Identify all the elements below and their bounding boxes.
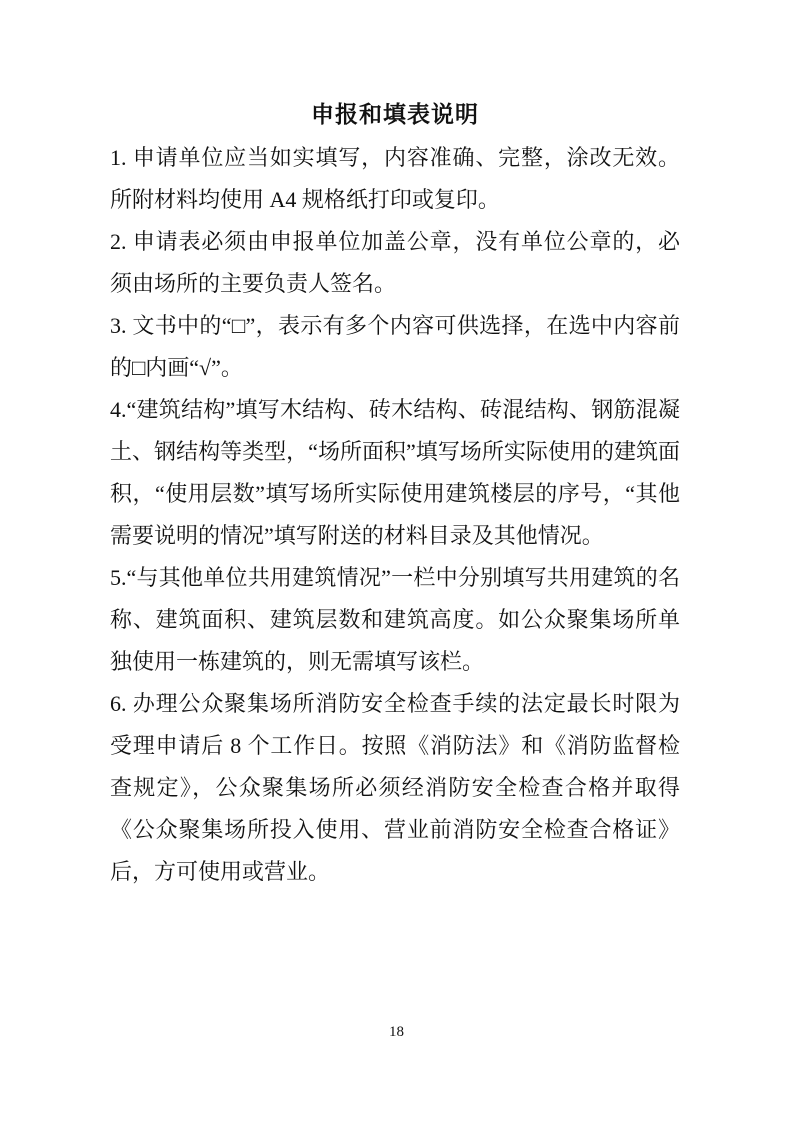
page-title: 申报和填表说明 xyxy=(311,102,479,127)
paragraph-4: 4.“建筑结构”填写木结构、砖木结构、砖混结构、钢筋混凝土、钢结构等类型，“场所面积”填写场所实际使用的建筑面积，“使用层数”填写场所实际使用建筑楼层的序号，“其他需要说明的情况”填写附送的材料目录及其他情况。 xyxy=(110,397,680,548)
paragraph-5: 5.“与其他单位共用建筑情况”一栏中分别填写共用建筑的名称、建筑面积、建筑层数和建筑高度。如公众聚集场所单独使用一栋建筑的，则无需填写该栏。 xyxy=(110,565,680,674)
document-content xyxy=(110,97,680,893)
page-number: 18 xyxy=(389,1024,404,1040)
paragraph-2: 2. 申请表必须由申报单位加盖公章，没有单位公章的，必须由场所的主要负责人签名。 xyxy=(110,229,680,296)
paragraph-3: 3. 文书中的“□”，表示有多个内容可供选择，在选中内容前的□内画“√”。 xyxy=(110,313,680,380)
paragraph-6: 6. 办理公众聚集场所消防安全检查手续的法定最长时限为受理申请后 8 个工作日。按照《消防法》和《消防监督检查规定》，公众聚集场所必须经消防安全检查合格并取得《公众聚集场所投入使用、营业前消防安全检查合格证》后，方可使用或营业。 xyxy=(110,691,680,884)
paragraph-list xyxy=(110,137,680,893)
paragraph-1: 1. 申请单位应当如实填写，内容准确、完整，涂改无效。所附材料均使用 A4 规格纸打印或复印。 xyxy=(110,145,680,212)
